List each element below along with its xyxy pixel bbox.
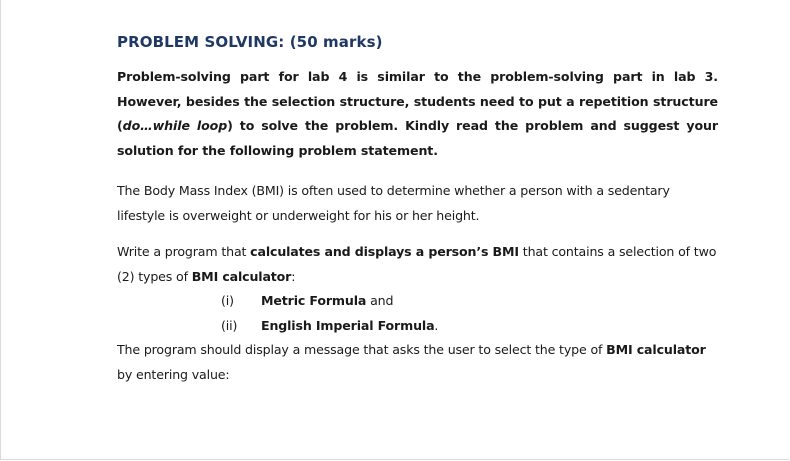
- list-item-rest: .: [434, 318, 439, 333]
- task-emphasis-2: BMI calculator: [191, 268, 292, 284]
- intro-text-2: ) to solve the problem. Kindly read the problem and suggest your solution for the following problem statement.: [117, 118, 718, 158]
- section-heading: PROBLEM SOLVING: (50 marks): [117, 33, 383, 51]
- list-item-text: [261, 314, 438, 339]
- task-emphasis-1: calculates and displays a person’s BMI: [250, 244, 519, 259]
- task-text-3: :: [291, 268, 296, 284]
- intro-loop-keyword: do…while loop: [122, 118, 228, 133]
- intro-text-1: Problem-solving part for lab 4 is similar to the problem-solving part in lab 3. However, besides the selection structure, students need to put a repetition structure (: [117, 69, 718, 133]
- list-item-bold: English Imperial Formula: [261, 318, 435, 333]
- intro-paragraph: [117, 65, 718, 163]
- display-paragraph: [117, 338, 718, 387]
- list-item-number: (i): [221, 293, 234, 308]
- display-text-1: The program should display a message that asks the user to select the type of: [117, 342, 607, 357]
- display-emphasis: BMI calculator: [606, 342, 706, 357]
- list-item-bold: Metric Formula: [261, 293, 367, 308]
- task-paragraph: [117, 240, 718, 289]
- list-item-number: (ii): [221, 318, 238, 333]
- display-text-2: by entering value:: [117, 366, 230, 382]
- list-item-text: [261, 289, 393, 314]
- task-text-2: that contains a selection of two (2) types of: [117, 244, 717, 284]
- list-item-rest: and: [366, 293, 394, 308]
- bmi-definition-paragraph: The Body Mass Index (BMI) is often used to determine whether a person with a sedentary lifestyle is overweight or underweight for his or her height.: [117, 183, 670, 223]
- task-text-1: Write a program that: [117, 244, 251, 259]
